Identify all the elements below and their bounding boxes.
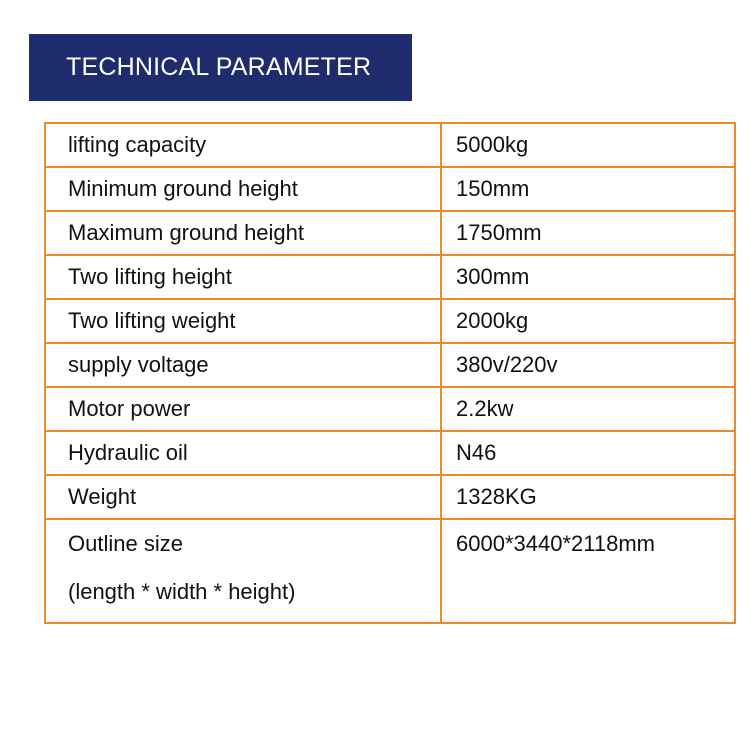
table-row	[45, 475, 735, 519]
param-name-cell	[45, 519, 441, 623]
table-row	[45, 431, 735, 475]
param-name: Motor power	[45, 387, 441, 431]
param-value: 300mm	[441, 255, 735, 299]
param-value: 1750mm	[441, 211, 735, 255]
page-title: TECHNICAL PARAMETER	[66, 53, 372, 81]
param-value: 2.2kw	[441, 387, 735, 431]
param-name: Minimum ground height	[45, 167, 441, 211]
param-name-note: (length * width * height)	[68, 579, 296, 604]
param-name: lifting capacity	[45, 123, 441, 167]
param-value: N46	[441, 431, 735, 475]
param-value: 1328KG	[441, 475, 735, 519]
param-name: Outline size	[68, 531, 183, 556]
param-name: supply voltage	[45, 343, 441, 387]
technical-parameter-table	[44, 122, 736, 624]
param-name: Two lifting weight	[45, 299, 441, 343]
table-row	[45, 211, 735, 255]
param-name: Two lifting height	[45, 255, 441, 299]
table-row	[45, 167, 735, 211]
header-banner	[29, 34, 412, 101]
param-value: 150mm	[441, 167, 735, 211]
table-row	[45, 343, 735, 387]
table-row	[45, 123, 735, 167]
table-row	[45, 387, 735, 431]
param-value: 380v/220v	[441, 343, 735, 387]
param-name: Weight	[45, 475, 441, 519]
table-row	[45, 519, 735, 623]
table-row	[45, 255, 735, 299]
param-name: Maximum ground height	[45, 211, 441, 255]
param-name: Hydraulic oil	[45, 431, 441, 475]
param-value: 6000*3440*2118mm	[441, 519, 735, 623]
param-value: 2000kg	[441, 299, 735, 343]
param-value: 5000kg	[441, 123, 735, 167]
table-row	[45, 299, 735, 343]
